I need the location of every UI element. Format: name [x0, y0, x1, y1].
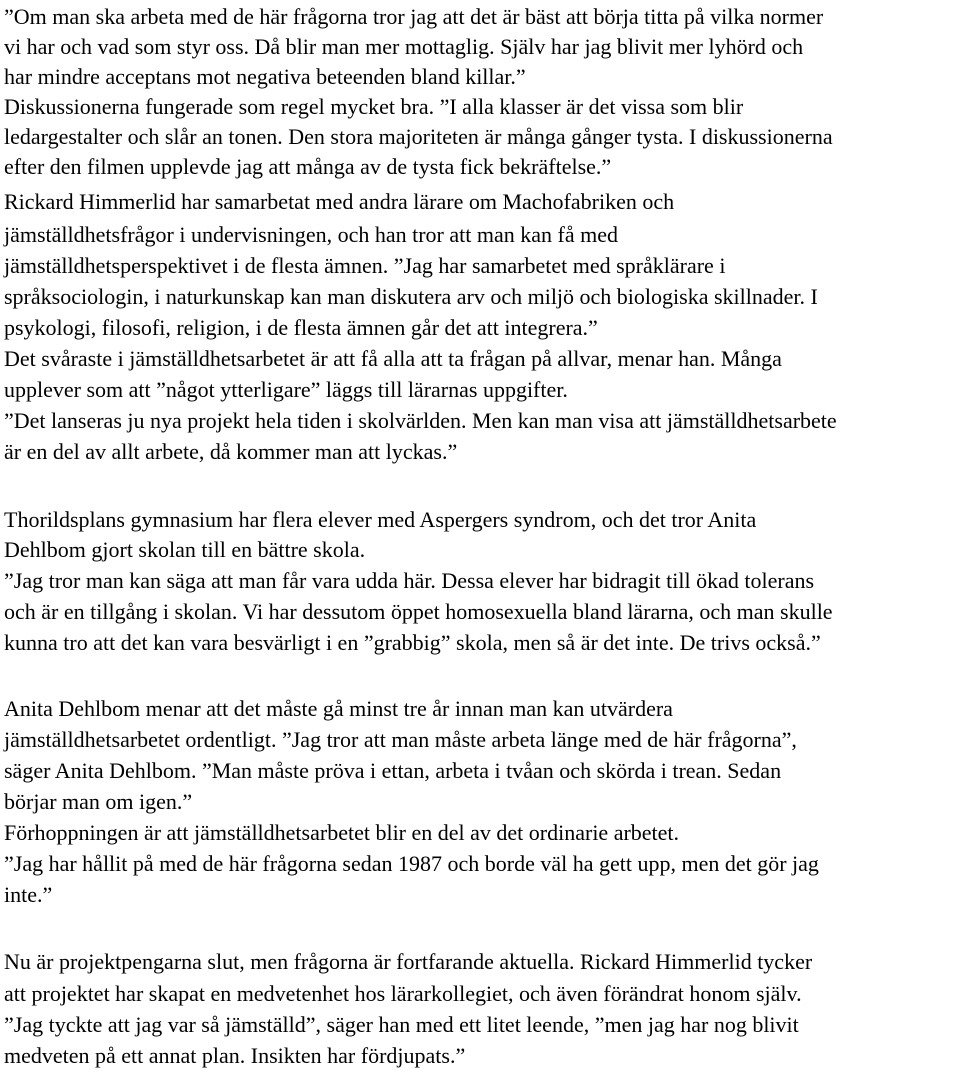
text-line: Förhoppningen är att jämställdhetsarbetet blir en del av det ordinarie arbetet. [4, 820, 680, 845]
text-line: inte.” [4, 882, 53, 907]
text-line: Anita Dehlbom menar att det måste gå minst tre år innan man kan utvärdera [4, 696, 673, 721]
text-line: vi har och vad som styr oss. Då blir man mer mottaglig. Själv har jag blivit mer lyhörd och [4, 34, 804, 59]
text-line: ledargestalter och slår an tonen. Den stora majoriteten är många gånger tysta. I diskussionerna [4, 124, 833, 149]
text-line: Nu är projektpengarna slut, men frågorna är fortfarande aktuella. Rickard Himmerlid tycker [4, 949, 813, 974]
text-line: jämställdhetsperspektivet i de flesta ämnen. ”Jag har samarbetet med språklärare i [4, 253, 726, 278]
text-line: psykologi, filosofi, religion, i de flesta ämnen går det att integrera.” [4, 315, 598, 340]
text-line: att projektet har skapat en medvetenhet hos lärarkollegiet, och även förändrat honom själv. [4, 981, 802, 1006]
text-line: har mindre acceptans mot negativa beteenden bland killar.” [4, 64, 526, 89]
text-line: språksociologin, i naturkunskap kan man diskutera arv och miljö och biologiska skillnader. I [4, 284, 818, 309]
text-line: ”Om man ska arbeta med de här frågorna tror jag att det är bäst att börja titta på vilka normer [4, 4, 824, 29]
text-line: Dehlbom gjort skolan till en bättre skola. [4, 537, 366, 562]
text-line: och är en tillgång i skolan. Vi har dessutom öppet homosexuella bland lärarna, och man skulle [4, 599, 833, 624]
text-line: Rickard Himmerlid har samarbetat med andra lärare om Machofabriken och [4, 189, 675, 214]
text-line: jämställdhetsarbetet ordentligt. ”Jag tror att man måste arbeta länge med de här frågorna”, [4, 727, 797, 752]
text-line: säger Anita Dehlbom. ”Man måste pröva i ettan, arbeta i tvåan och skörda i trean. Sedan [4, 758, 782, 783]
text-line: börjar man om igen.” [4, 789, 193, 814]
text-line: upplever som att ”något ytterligare” läggs till lärarnas uppgifter. [4, 377, 568, 402]
text-line: jämställdhetsfrågor i undervisningen, och han tror att man kan få med [4, 222, 618, 247]
text-line: kunna tro att det kan vara besvärligt i en ”grabbig” skola, men så är det inte. De trivs också.” [4, 630, 821, 655]
text-line: Det svåraste i jämställdhetsarbetet är att få alla att ta frågan på allvar, menar han. Många [4, 346, 782, 371]
text-line: Thorildsplans gymnasium har flera elever med Aspergers syndrom, och det tror Anita [4, 507, 757, 532]
text-line: ”Jag tror man kan säga att man får vara udda här. Dessa elever har bidragit till ökad tolerans [4, 568, 815, 593]
text-line: medveten på ett annat plan. Insikten har fördjupats.” [4, 1043, 466, 1068]
text-line: Diskussionerna fungerade som regel mycket bra. ”I alla klasser är det vissa som blir [4, 94, 744, 119]
text-line: är en del av allt arbete, då kommer man att lyckas.” [4, 439, 458, 464]
text-line: ”Det lanseras ju nya projekt hela tiden i skolvärlden. Men kan man visa att jämställdhetsarbete [4, 408, 837, 433]
text-line: efter den filmen upplevde jag att många av de tysta fick bekräftelse.” [4, 154, 612, 179]
text-line: ”Jag tyckte att jag var så jämställd”, säger han med ett litet leende, ”men jag har nog blivit [4, 1012, 799, 1037]
text-line: ”Jag har hållit på med de här frågorna sedan 1987 och borde väl ha gett upp, men det gör jag [4, 851, 819, 876]
